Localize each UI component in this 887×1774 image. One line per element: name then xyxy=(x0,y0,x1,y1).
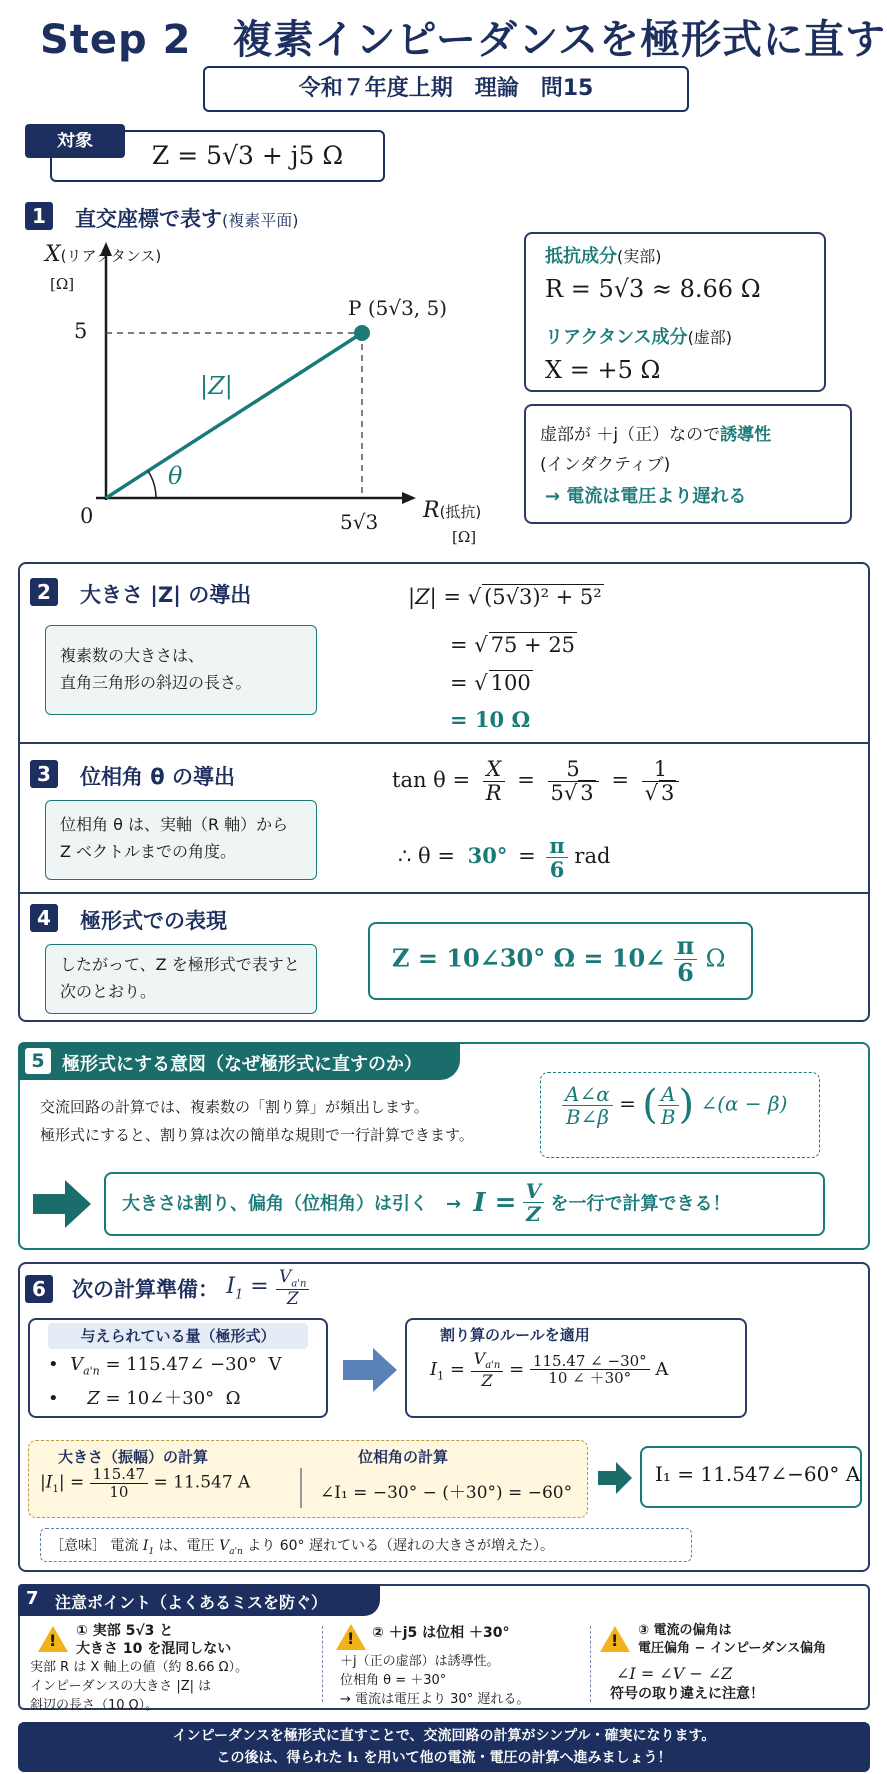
vector-label: |Z| xyxy=(200,372,233,400)
resist-label: 抵抗成分(実部) xyxy=(545,246,662,267)
warning-icon xyxy=(38,1626,68,1652)
phase-calc-equation: ∠I₁ = −30° − (＋30°) = −60° xyxy=(320,1483,573,1503)
point-3: ! ③ 電流の偏角は 電圧偏角 − インピーダンス偏角 ∠I = ∠V − ∠Z 符号の取り違えに注意！ xyxy=(596,1622,866,1703)
page-subtitle: 令和７年度上期 理論 問15 xyxy=(203,66,689,112)
mag-calc-equation: $|I_1|$ = $\frac{115.47}{10}$ = 11.547 A xyxy=(40,1465,251,1501)
divider-7b xyxy=(590,1626,591,1702)
divider-2-3 xyxy=(18,742,870,744)
section-3-badge: 3 xyxy=(30,760,58,788)
divider-3-4 xyxy=(18,892,870,894)
page-title: Step 2 複素インピーダンスを極形式に直す xyxy=(40,17,887,63)
section-6-badge: 6 xyxy=(25,1275,53,1303)
x-unit-label: [Ω] xyxy=(452,528,477,546)
arrow-right-icon xyxy=(33,1180,93,1228)
point-p xyxy=(354,325,370,341)
mag-eq-2: = √ 75 + 25 xyxy=(450,633,576,657)
mag-eq-1: |Z| = √ (5√3)² + 5² xyxy=(408,585,602,609)
arrow-right-icon-2 xyxy=(343,1348,399,1392)
react-equation: X = +5 Ω xyxy=(545,356,661,384)
x-axis-label: R(抵抗) xyxy=(423,498,482,523)
mag-eq-4: = 10 Ω xyxy=(450,707,531,732)
point-1: ! ① 実部 5√3 と 大きさ 10 を混同しない 実部 R は X 軸上の値（約 8.66 Ω）。 インピーダンスの大きさ |Z| は 斜辺の長さ（10 Ω）。 xyxy=(30,1622,320,1715)
mag-calc-title: 大きさ（振幅）の計算 xyxy=(58,1448,209,1466)
y-axis-label: X(リアクタンス) xyxy=(45,242,162,267)
warning-icon xyxy=(600,1626,630,1652)
meaning-text: ［意味］ 電流 $I_1$ は、電圧 $V_{a'n}$ より 60° 遅れている（遅れの大きさが増えた）。 xyxy=(50,1538,555,1557)
section-1-title: 直交座標で表す(複素平面) xyxy=(75,207,299,231)
given-impedance: • Z = 10∠＋30° Ω xyxy=(48,1388,241,1409)
given-voltage: • $V_{a'n}$ = 115.47∠ −30° V xyxy=(48,1354,282,1378)
section-4-badge: 4 xyxy=(30,904,58,932)
division-rule: $\frac{A\angle\alpha}{B\angle\beta}$ = ( $\frac{A}{B}$ ) ∠(α − β) xyxy=(562,1082,787,1128)
section-7-title: 注意ポイント（よくあるミスを防ぐ） xyxy=(55,1593,328,1612)
section-3-note: 位相角 θ は、実軸（R 軸）から Z ベクトルまでの角度。 xyxy=(45,800,317,880)
section-5-text-2: 極形式にすると、割り算は次の簡単な規則で一行計算できます。 xyxy=(40,1126,474,1144)
mag-eq-3: = √ 100 xyxy=(450,671,531,695)
theta-equation: ∴ θ = 30° = $\frac{\pi}{6}$ rad xyxy=(398,833,611,883)
section-6-title: 次の計算準備： $I_1$ = $\frac{V_{a'n}}{Z}$ xyxy=(72,1268,309,1309)
inductive-note-line2: (インダクティブ) xyxy=(540,455,671,475)
rule-banner: 大きさは割り、偏角（位相角）は引く → I = $\frac{V}{Z}$ を一行で計算できる！ xyxy=(122,1179,731,1226)
given-title: 与えられている量（極形式） xyxy=(48,1323,308,1349)
rule-apply-title: 割り算のルールを適用 xyxy=(440,1326,590,1344)
section-4-title: 極形式での表現 xyxy=(80,909,227,933)
tan-equation: tan θ = $\frac{X}{R}$ = $\frac{5}{5√ 3}$ = $\frac{1}{√ 3}$ xyxy=(392,758,685,805)
section-5-title: 極形式にする意図（なぜ極形式に直すのか） xyxy=(62,1054,422,1075)
inductive-note-line3: → 電流は電圧より遅れる xyxy=(545,486,747,507)
divider-7a xyxy=(322,1626,323,1702)
section-2-badge: 2 xyxy=(30,578,58,606)
y-unit-label: [Ω] xyxy=(50,275,75,293)
point-2: ! ② ＋j5 は位相 ＋30° ＋j（正の虚部）は誘導性。 位相角 θ = ＋30° → 電流は電圧より 30° 遅れる。 xyxy=(330,1622,580,1709)
origin-label: 0 xyxy=(80,504,94,528)
vector-z xyxy=(106,333,362,498)
section-4-note: したがって、Z を極形式で表すと 次のとおり。 xyxy=(45,944,317,1014)
section-2-title: 大きさ |Z| の導出 xyxy=(80,583,252,607)
section-7-badge: 7 xyxy=(26,1588,39,1609)
y-tick-label: 5 xyxy=(74,319,88,343)
point-p-label: P (5√3, 5) xyxy=(348,296,448,320)
angle-label: θ xyxy=(168,462,183,490)
polar-result: Z = 10∠30° Ω = 10∠ $\frac{\pi}{6}$ Ω xyxy=(392,931,726,988)
section-5-badge: 5 xyxy=(25,1048,51,1074)
current-result: I₁ = 11.547∠−60° A xyxy=(655,1462,861,1486)
target-tag: 対象 xyxy=(25,124,125,158)
warning-icon xyxy=(336,1624,366,1650)
inductive-note-line1: 虚部が ＋j（正）なので誘導性 xyxy=(540,425,772,445)
section-3-title: 位相角 θ の導出 xyxy=(80,765,236,789)
section-5-text-1: 交流回路の計算では、複素数の「割り算」が頻出します。 xyxy=(40,1098,429,1116)
section-2-note: 複素数の大きさは、 直角三角形の斜辺の長さ。 xyxy=(45,625,317,715)
resist-equation: R = 5√3 ≈ 8.66 Ω xyxy=(545,275,761,303)
target-expression: Z = 5√3 + j5 Ω xyxy=(50,130,385,182)
footer-banner: インピーダンスを極形式に直すことで、交流回路の計算がシンプル・確実になります。 この後は、得られた I₁ を用いて他の電流・電圧の計算へ進みましょう！ xyxy=(18,1722,870,1772)
calc-divider xyxy=(300,1468,302,1508)
x-tick-label: 5√3 xyxy=(340,510,379,534)
phase-calc-title: 位相角の計算 xyxy=(358,1448,449,1466)
rule-apply-equation: $I_1$ = $\frac{V_{a'n}}{Z}$ = $\frac{115.47 \angle -30^\circ}{10 \angle +30^\circ}$ A xyxy=(430,1349,669,1391)
react-label: リアクタンス成分(虚部) xyxy=(545,327,733,348)
arrow-right-icon-3 xyxy=(598,1462,634,1494)
section-1-badge: 1 xyxy=(25,202,53,230)
